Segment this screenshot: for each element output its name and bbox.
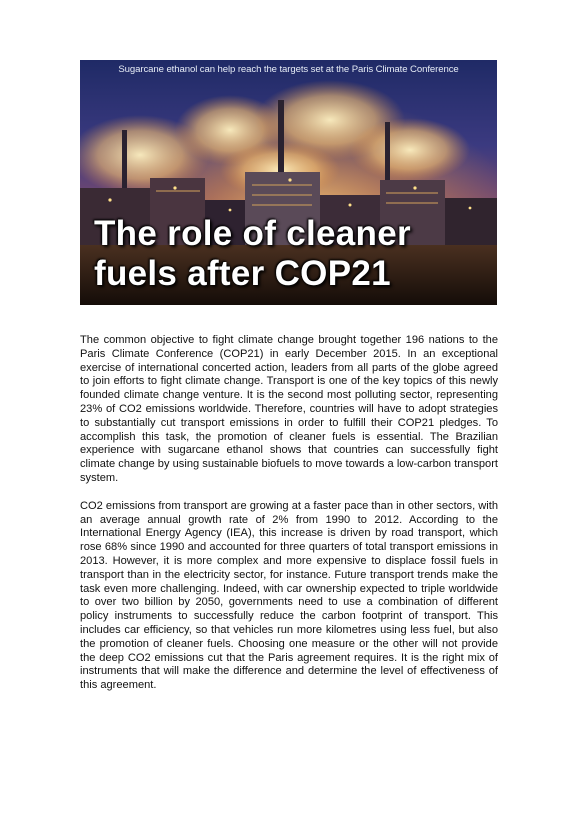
paragraph-emissions: CO2 emissions from transport are growing at a faster pace than in other sectors, with an average annual growth rate of 2% from 1990 to 2012. According to the International Energy Agency (IEA), this increase is driven by road transport, which rose 68% since 1990 and accounted for three quarters of total transport emissions in 2013. However, it is more complex and more expensive to displace fossil fuels in transport than in the electricity sector, for instance. Future transport trends make the task even more challenging. Indeed, with car ownership expected to triple worldwide to over two billion by 2050, governments need to use a combination of different policy instruments to successfully reduce the carbon footprint of transport. This includes car efficiency, so that vehicles run more kilometres using less fuel, but also the promotion of cleaner fuels. Choosing one measure or the other will not provide the deep CO2 emissions cut that the Paris agreement requires. It is the right mix of instruments that will make the difference and determine the level of effectiveness of this agreement. (80, 499, 498, 692)
hero-caption: Sugarcane ethanol can help reach the targets set at the Paris Climate Conference (118, 64, 459, 75)
article-body (80, 334, 498, 707)
hero-image (80, 60, 497, 305)
paragraph-intro: The common objective to fight climate change brought together 196 nations to the Paris Climate Conference (COP21) in early December 2015. In an exceptional exercise of international concerted action, leaders from all parts of the globe agreed to join efforts to fight climate change. Transport is one of the key topics of this newly founded climate change venture. It is the second most polluting sector, representing 23% of CO2 emissions worldwide. Therefore, countries will have to adopt strategies to substantially cut transport emissions in order to fulfill their COP21 pledges. To accomplish this task, the promotion of cleaner fuels is essential. The Brazilian experience with sugarcane ethanol shows that countries can successfully fight climate change by using sustainable biofuels to move towards a low-carbon transport system. (80, 334, 498, 484)
title-line-1: The role of cleaner (94, 214, 411, 253)
title-line-2: fuels after COP21 (94, 254, 391, 293)
page-title (94, 214, 494, 294)
